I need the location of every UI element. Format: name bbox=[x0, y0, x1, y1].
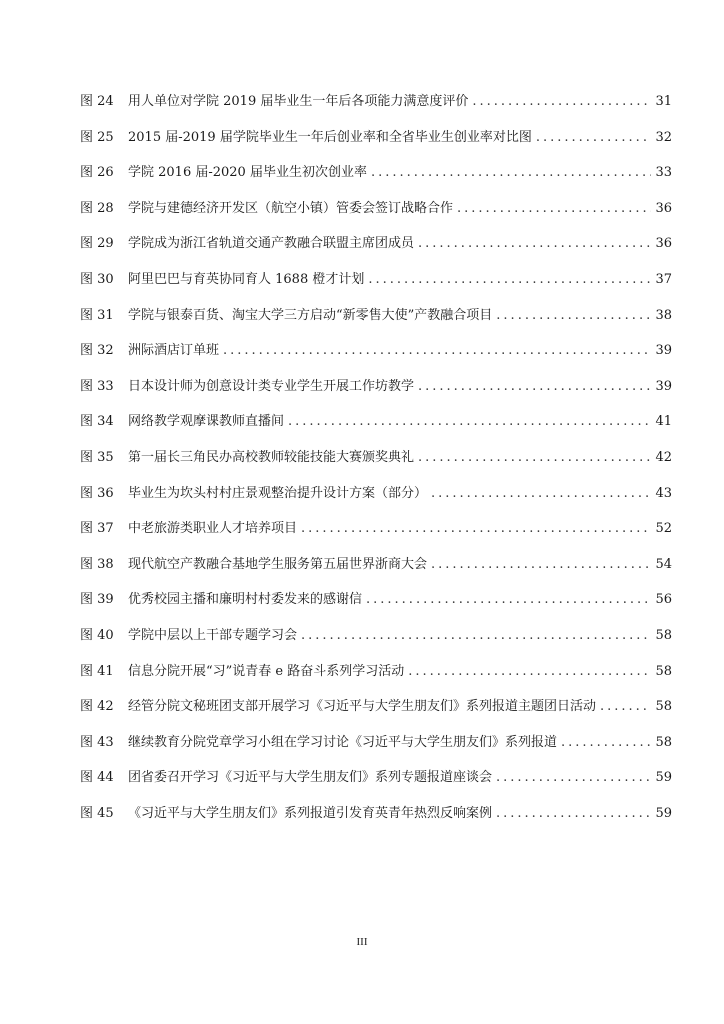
page-number: 42 bbox=[655, 449, 672, 465]
figure-title: 第一届长三角民办高校教师较能技能大赛颁奖典礼 bbox=[128, 449, 415, 465]
figure-title: 阿里巴巴与育英协同育人 1688 橙才计划 bbox=[128, 271, 365, 287]
figure-number: 图 39 bbox=[80, 592, 114, 608]
toc-entry[interactable] bbox=[80, 161, 672, 197]
page-number: 56 bbox=[655, 592, 672, 608]
figure-title: 学院 2016 届-2020 届毕业生初次创业率 bbox=[128, 165, 367, 181]
figure-number: 图 34 bbox=[80, 414, 114, 430]
toc-entry[interactable] bbox=[80, 375, 672, 411]
toc-entry[interactable] bbox=[80, 731, 672, 767]
figure-number: 图 24 bbox=[80, 94, 114, 109]
page-number: 58 bbox=[655, 663, 672, 679]
figure-number: 图 33 bbox=[80, 378, 114, 394]
figure-number: 图 31 bbox=[80, 307, 114, 323]
figure-title: 中老旅游类职业人才培养项目 bbox=[128, 521, 298, 537]
figure-number: 图 28 bbox=[80, 200, 114, 216]
figure-number: 图 41 bbox=[80, 663, 114, 679]
figure-number: 图 38 bbox=[80, 556, 114, 572]
figure-title: 现代航空产教融合基地学生服务第五届世界浙商大会 bbox=[128, 556, 428, 572]
toc-entry[interactable] bbox=[80, 482, 672, 518]
dot-leader bbox=[496, 308, 651, 323]
dot-leader bbox=[431, 557, 651, 572]
figure-title: 学院与建德经济开发区（航空小镇）管委会签订战略合作 bbox=[128, 200, 454, 216]
figure-number: 图 42 bbox=[80, 699, 114, 715]
toc-entry[interactable] bbox=[80, 232, 672, 268]
figure-number: 图 37 bbox=[80, 521, 114, 537]
page-number: 37 bbox=[655, 271, 672, 287]
toc-entry[interactable] bbox=[80, 446, 672, 482]
figure-number: 图 30 bbox=[80, 271, 114, 287]
page-number: 41 bbox=[655, 414, 672, 430]
figure-number: 图 45 bbox=[80, 805, 114, 821]
figure-number: 图 29 bbox=[80, 236, 114, 252]
toc-entry[interactable] bbox=[80, 766, 672, 802]
page-number: 36 bbox=[655, 200, 672, 216]
dot-leader bbox=[418, 236, 651, 251]
dot-leader bbox=[366, 592, 651, 607]
page-number: 59 bbox=[655, 805, 672, 821]
dot-leader bbox=[418, 450, 651, 465]
toc-entry[interactable] bbox=[80, 304, 672, 340]
dot-leader bbox=[288, 414, 651, 429]
figure-title: 团省委召开学习《习近平与大学生朋友们》系列专题报道座谈会 bbox=[128, 770, 493, 786]
dot-leader bbox=[496, 770, 651, 785]
toc-entry[interactable] bbox=[80, 90, 672, 126]
dot-leader bbox=[472, 94, 651, 109]
figure-title: 继续教育分院党章学习小组在学习讨论《习近平与大学生朋友们》系列报道 bbox=[128, 734, 558, 750]
figure-title: 学院成为浙江省轨道交通产教融合联盟主席团成员 bbox=[128, 236, 415, 252]
dot-leader bbox=[371, 165, 651, 180]
dot-leader bbox=[536, 130, 652, 145]
toc-entry[interactable] bbox=[80, 660, 672, 696]
dot-leader bbox=[561, 735, 651, 750]
figure-number: 图 40 bbox=[80, 627, 114, 643]
page-number: 54 bbox=[655, 556, 672, 572]
toc-entry[interactable] bbox=[80, 126, 672, 162]
figure-number: 图 44 bbox=[80, 770, 114, 786]
toc-entry[interactable] bbox=[80, 517, 672, 553]
figure-number: 图 43 bbox=[80, 734, 114, 750]
toc-entry[interactable] bbox=[80, 802, 672, 838]
figure-title: 用人单位对学院 2019 届毕业生一年后各项能力满意度评价 bbox=[128, 94, 469, 109]
figure-title: 网络教学观摩课教师直播间 bbox=[128, 414, 285, 430]
figure-title: 信息分院开展“习”说青春 e 路奋斗系列学习活动 bbox=[128, 663, 405, 679]
figure-number: 图 32 bbox=[80, 343, 114, 359]
page-number: 39 bbox=[655, 378, 672, 394]
figure-title: 《习近平与大学生朋友们》系列报道引发育英青年热烈反响案例 bbox=[128, 805, 493, 821]
toc-entry[interactable] bbox=[80, 339, 672, 375]
dot-leader bbox=[600, 699, 651, 714]
dot-leader bbox=[301, 628, 651, 643]
toc-entry[interactable] bbox=[80, 624, 672, 660]
toc-entry[interactable] bbox=[80, 553, 672, 589]
figure-number: 图 25 bbox=[80, 129, 114, 145]
page-number: 43 bbox=[655, 485, 672, 501]
figure-number: 图 35 bbox=[80, 449, 114, 465]
page-number: 38 bbox=[655, 307, 672, 323]
toc-entry[interactable] bbox=[80, 268, 672, 304]
page-number: 31 bbox=[655, 94, 672, 109]
dot-leader bbox=[301, 521, 651, 536]
figure-title: 学院中层以上干部专题学习会 bbox=[128, 627, 298, 643]
page-footer-number: III bbox=[356, 936, 368, 948]
toc-entry[interactable] bbox=[80, 197, 672, 233]
dot-leader bbox=[431, 486, 651, 501]
figure-title: 优秀校园主播和廉明村村委发来的感谢信 bbox=[128, 592, 363, 608]
figure-title: 毕业生为坎头村村庄景观整治提升设计方案（部分） bbox=[128, 485, 428, 501]
page-number: 58 bbox=[655, 627, 672, 643]
page-number: 58 bbox=[655, 699, 672, 715]
page-number: 59 bbox=[655, 770, 672, 786]
page-number: 32 bbox=[655, 129, 672, 145]
page-number: 39 bbox=[655, 343, 672, 359]
figure-title: 经管分院文秘班团支部开展学习《习近平与大学生朋友们》系列报道主题团日活动 bbox=[128, 699, 597, 715]
figure-title: 学院与银泰百货、淘宝大学三方启动“新零售大使”产教融合项目 bbox=[128, 307, 493, 323]
toc-entry[interactable] bbox=[80, 410, 672, 446]
page-number: 36 bbox=[655, 236, 672, 252]
figure-number: 图 26 bbox=[80, 165, 114, 181]
page-number: 52 bbox=[655, 521, 672, 537]
dot-leader bbox=[408, 664, 651, 679]
figure-title: 洲际酒店订单班 bbox=[128, 343, 220, 359]
figure-list bbox=[80, 90, 672, 837]
figure-title: 2015 届-2019 届学院毕业生一年后创业率和全省毕业生创业率对比图 bbox=[128, 129, 532, 145]
page-number: 58 bbox=[655, 734, 672, 750]
figure-number: 图 36 bbox=[80, 485, 114, 501]
dot-leader bbox=[457, 201, 651, 216]
toc-entry[interactable] bbox=[80, 695, 672, 731]
dot-leader bbox=[223, 343, 651, 358]
figure-title: 日本设计师为创意设计类专业学生开展工作坊教学 bbox=[128, 378, 415, 394]
dot-leader bbox=[496, 806, 651, 821]
dot-leader bbox=[418, 379, 651, 394]
page-number: 33 bbox=[655, 165, 672, 181]
toc-entry[interactable] bbox=[80, 588, 672, 624]
dot-leader bbox=[368, 272, 651, 287]
